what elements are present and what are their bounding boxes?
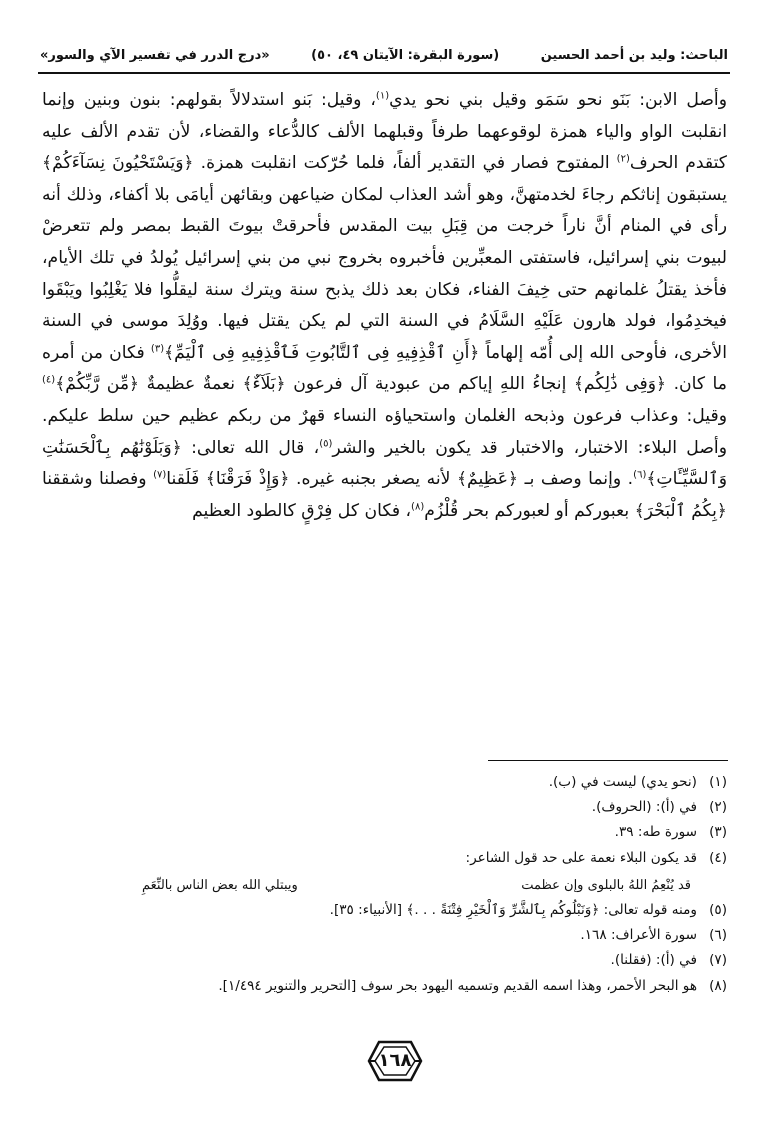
footnote-item [42,846,727,871]
body-text: ، فكان كل فِرْقٍ كالطود العظيم [192,500,412,521]
footnote-item [42,820,727,845]
footnote-number: (٢) [709,799,727,816]
footnote-text: (نحو يدي) ليست في (ب). [548,774,697,790]
poem-hemistich-1: قد يُنْعِمُ اللهُ بالبلوى وإن عظمت [521,877,691,893]
body-paragraph [42,85,727,527]
poem-hemistich-2: ويبتلي الله بعض الناس بالنِّعَمِ [142,877,298,893]
footnote-number: (٣) [709,824,727,841]
footnote-text: سورة الأعراف: ١٦٨. [580,927,697,944]
footnote-text: قد يكون البلاء نعمة على حد قول الشاعر: [465,849,697,866]
footnote-ref-8: (٨) [411,500,425,512]
footnote-item [42,974,727,999]
footnote-number: (٧) [709,952,727,969]
header-surah-ref: (سورة البقرة: الآيتان ٤٩، ٥٠) [311,47,500,63]
main-text [42,85,727,527]
body-text: فكان من أمره ما كان. ﴿وَفِى ذَٰلِكُم﴾ إنجاءُ اللهِ إياكم من عبودية آل فرعون ﴿بَلَآءٌ﴾ نعمةٌ عظيمةٌ ﴿مِّن رَّبِّكُمْ﴾ [42,342,727,395]
footnote-ref-1: (١) [375,90,390,102]
footnote-ref-5: (٥) [319,437,333,449]
body-text: ، قال الله تعالى: ﴿وَبَلَوْنَٰهُم بِٱلْحَسَنَٰتِ وَٱلسَّيِّـَٔاتِ﴾ [42,437,727,490]
poem-verse [42,871,727,898]
footnote-separator [488,760,728,761]
body-text: وفصلنا وشققنا ﴿بِكُمُ ٱلْبَحْرَ﴾ بعبوركم أو لعبوركم بحر قُلْزُم [42,469,727,521]
body-text: المفتوح فصار في التقدير ألفاً، فلما حُرّكت انقلبت همزة. ﴿وَيَسْتَحْيُونَ نِسَآءَكُمْ﴾ يستبقون إناثكم رجاءَ لخدمتهنَّ، وهو أشد العذاب لمكان ضياعهن وبقائهن أيامَى بلا أكفاء، وذلك أنه رأى في المنام أنَّ ناراً خرجت من قِبَلِ بيت المقدس فأحرقتْ بيوتَ القبط بمصر ولم تتعرضْ لبيوت بني إسرائيل، فاستفتى المعبِّرين فأخبروه بخروج نبي من بني إسرائيل يُولدُ في تلك الأيام، فأخذ يقتلُ غلمانهم حتى خِيفَ الفناء، فكان بعد ذلك يذبح سنة ويترك سنة ليقلُّوا فلا يَغْلِبُوا ويَبْقَوا فيخدِمُوا، فولد هارون عَلَيْهِ السَّلَامُ في السنة التي لم يكن يقتل فيها. ووُلِدَ موسى في السنة الأخرى، فأوحى الله إلى أُمّه إلهاماً ﴿أَنِ ٱقْذِفِيهِ فِى ٱلتَّابُوتِ فَٱقْذِفِيهِ فِى ٱلْيَمِّ﴾ [42,153,728,363]
header-author: الباحث: وليد بن أحمد الحسين [540,47,728,63]
footnote-text: في (أ): (فقلنا). [610,952,697,969]
footnotes [42,770,727,999]
footnote-text: في (أ): (الحروف). [591,799,697,816]
page-number-ornament [365,1038,425,1084]
footnote-item [42,948,727,973]
page-number: ١٦٨ [378,1050,412,1071]
footnote-text: ومنه قوله تعالى: ﴿وَنَبْلُوكُم بِٱلشَّرِّ وَٱلْخَيْرِ فِتْنَةً . . .﴾ [الأنبياء: ٣٥]. [329,902,697,919]
footnote-item [42,923,727,948]
footnote-number: (٥) [709,902,727,919]
footnote-number: (٤) [709,849,727,866]
footnote-text: سورة طه: ٣٩. [614,824,697,841]
footnote-ref-3: (٣) [150,343,165,355]
header-rule [38,72,730,74]
body-text: ، وقيل: بَنو استدلالاً بقولهم: بنون وبنين وإنما انقلبت الواو والياء همزة لوقوعهما طرفاً وقبلهما الألف كالدُّعاء والقضاء، لأن تقدم الألف عليه كتقدم الحرف [42,90,727,174]
footnote-number: (٦) [709,927,727,944]
body-text: وقيل: وعذاب فرعون وذبحه الغلمان واستحياؤه النساء قهرٌ من ربكم عظيم حين سلط عليكم. وأصل البلاء: الاختبار، والاختبار قد يكون بالخير والشر [42,405,727,458]
body-text: وأصل الابن: بَنَو نحو سَمَو وقيل بني نحو يدي [389,90,728,110]
footnote-item [42,795,727,820]
footnote-number: (١) [709,774,727,790]
footnote-ref-4: (٤) [42,374,56,386]
body-text: . وإنما وصف بـ ﴿عَظِيمٌ﴾ لأنه يصغر بجنبه غيره. ﴿وَإِذْ فَرَقْنَا﴾ فَلَقنا [166,469,634,490]
footnote-ref-2: (٢) [616,153,630,165]
footnote-number: (٨) [709,977,727,994]
running-header [40,40,728,70]
header-book-title: «درج الدرر في تفسير الآي والسور» [40,47,270,63]
footnote-ref-6: (٦) [633,469,647,481]
footnote-ref-7: (٧) [153,469,167,481]
footnote-text: هو البحر الأحمر، وهذا اسمه القديم وتسميه اليهود بحر سوف [التحرير والتنوير ١/٤٩٤]. [218,977,697,994]
footnote-item [42,898,727,923]
footnote-item [42,770,727,795]
